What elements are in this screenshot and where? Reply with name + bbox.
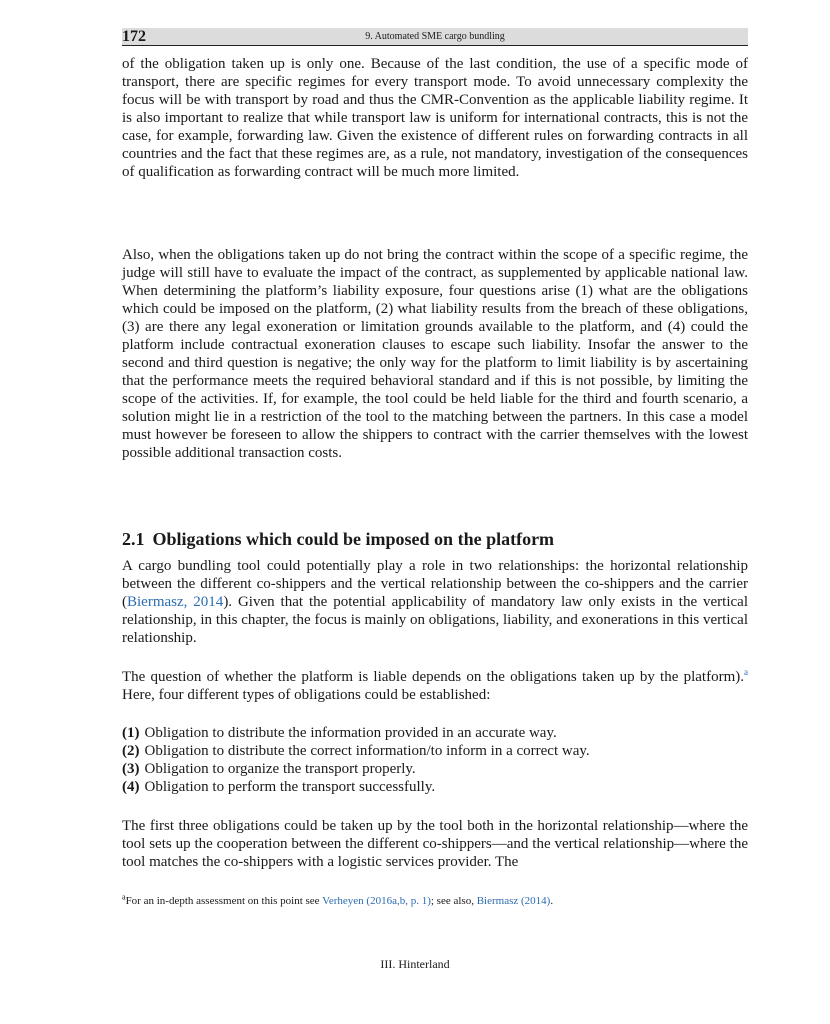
- page-footer: III. Hinterland: [380, 957, 450, 971]
- paragraph-3: [122, 557, 748, 647]
- footnote-text-a: For an in-depth assessment on this point see: [125, 895, 323, 907]
- paragraph-3-text-a: A cargo bundling tool could potentially play a role in two relationships: the horizontal relationship between the different co-shippers and the vertical relationship between the co-shippers and the carrier (: [122, 558, 748, 610]
- list-item-text: Obligation to organize the transport properly.: [144, 761, 416, 777]
- paragraph-5: The first three obligations could be taken up by the tool both in the horizontal relationship—where the tool sets up the cooperation between the different co-shippers—and the vertical relationship—where the tool matches the co-shippers with a logistic services provider. The: [122, 818, 748, 870]
- footnote-marker: a: [122, 892, 126, 902]
- list-item: [122, 724, 748, 742]
- footnote-ref[interactable]: a: [744, 667, 748, 677]
- section-heading: [122, 528, 554, 550]
- page-header: [122, 28, 748, 46]
- citation-link-verheyen[interactable]: Verheyen (2016a,b, p. 1): [322, 895, 431, 907]
- list-item-number: (4): [122, 779, 140, 795]
- section-title: Obligations which could be imposed on the platform: [152, 529, 555, 549]
- paragraph-2: Also, when the obligations taken up do not bring the contract within the scope of a specific regime, the judge will still have to evaluate the impact of the contract, as supplemented by applicable national law. When determining the platform’s liability exposure, four questions arise (1) what are the obligations which could be imposed on the platform, (2) what liability results from the breach of these obligations, (3) are there any legal exoneration or limitation grounds available to the platform, and (4) could the platform include contractual exoneration clauses to escape such liability. Insofar the answer to the second and third question is negative; the only way for the platform to limit liability is by ascertaining that the performance meets the required behavioral standard and if this is not possible, by limiting the scope of the activities. If, for example, the tool could be held liable for the third and fourth scenario, a solution might lie in a restriction of the tool to the matching between the partners. In this case a model must however be foreseen to allow the shippers to contract with the carrier themselves with the lowest possible additional transaction costs.: [122, 247, 748, 461]
- list-item-number: (1): [122, 725, 140, 741]
- running-head: 9. Automated SME cargo bundling: [365, 31, 505, 42]
- section-number: 2.1: [122, 529, 145, 549]
- list-item-number: (2): [122, 743, 140, 759]
- list-item-text: Obligation to distribute the correct information/to inform in a correct way.: [144, 743, 590, 759]
- list-item: [122, 760, 748, 778]
- paragraph-3-text-b: ). Given that the potential applicability of mandatory law only exists in the vertical relationship, in this chapter, the focus is mainly on obligations, liability, and exonerations in this vertical relationship.: [122, 594, 748, 646]
- list-item-text: Obligation to perform the transport successfully.: [144, 779, 436, 795]
- page-number: 172: [122, 28, 146, 45]
- list-item-number: (3): [122, 761, 140, 777]
- paragraph-4-text-b: Here, four different types of obligations could be established:: [122, 687, 491, 703]
- list-item: [122, 742, 748, 760]
- obligations-list: [122, 724, 748, 796]
- citation-link-biermasz-footnote[interactable]: Biermasz (2014): [476, 895, 551, 907]
- citation-link-biermasz[interactable]: Biermasz, 2014: [127, 594, 224, 610]
- footnote-text-c: .: [550, 895, 554, 907]
- paragraph-4: [122, 668, 748, 704]
- paragraph-1: of the obligation taken up is only one. Because of the last condition, the use of a specific mode of transport, there are specific regimes for every transport mode. To avoid unnecessary complexity the focus will be with transport by road and thus the CMR-Convention as the applicable liability regime. It is also important to realize that while transport law is uniform for international contracts, this is not the case, for example, forwarding law. Given the existence of different rules on forwarding contracts in all countries and the fact that these regimes are, as a rule, not mandatory, investigation of the consequences of qualification as forwarding contract will be much more limited.: [122, 56, 748, 180]
- list-item: [122, 778, 748, 796]
- footnote: [122, 894, 748, 908]
- footnote-text-b: ; see also,: [430, 895, 477, 907]
- list-item-text: Obligation to distribute the information provided in an accurate way.: [144, 725, 557, 741]
- paragraph-4-text-a: The question of whether the platform is liable depends on the obligations taken up by the platform).: [122, 669, 744, 685]
